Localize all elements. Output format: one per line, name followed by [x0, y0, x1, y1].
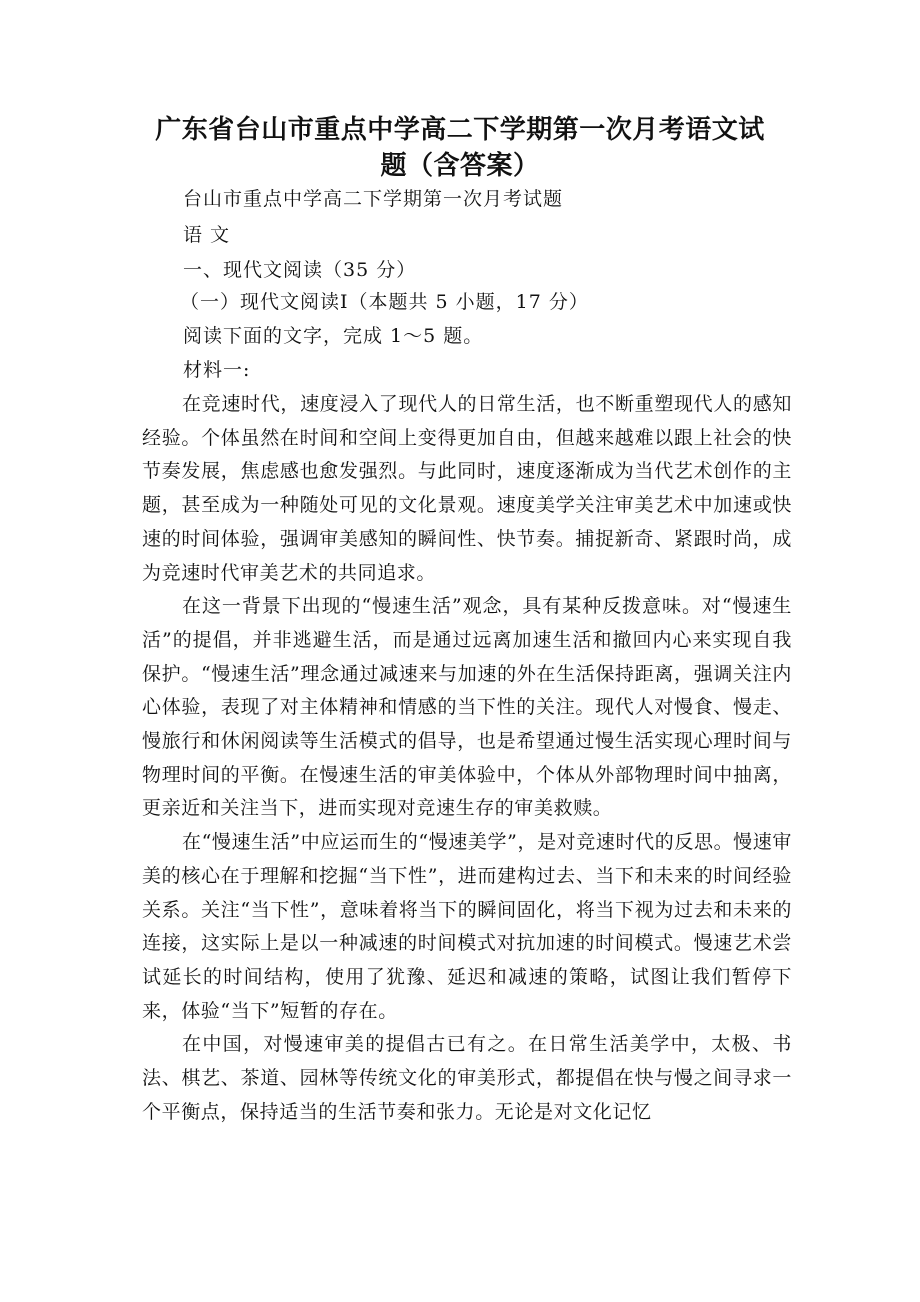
- reading-instruction: 阅读下面的文字，完成 1～5 题。: [183, 325, 484, 347]
- passage-paragraph: 在“慢速生活”中应运而生的“慢速美学”，是对竞速时代的反思。慢速审美的核心在于理解和挖掘“当下性”，进而建构过去、当下和未来的时间经验关系。关注“当下性”，意味着将当下的瞬间固化，将当下视为过去和未来的连接，这实际上是以一种减速的时间模式对抗加速的时间模式。慢速艺术尝试延长的时间结构，使用了犹豫、延迟和减速的策略，试图让我们暂停下来，体验“当下”短暂的存在。: [142, 831, 792, 1022]
- exam-name: 台山市重点中学高二下学期第一次月考试题: [183, 188, 564, 210]
- subsection-heading: （一）现代文阅读Ⅰ（本题共 5 小题，17 分）: [180, 291, 589, 313]
- passage-paragraph: 在中国，对慢速审美的提倡古已有之。在日常生活美学中，太极、书法、棋艺、茶道、园林等传统文化的审美形式，都提倡在快与慢之间寻求一个平衡点，保持适当的生活节奏和张力。无论是对文化记忆: [142, 1033, 792, 1123]
- title-line-1: 广东省台山市重点中学高二下学期第一次月考语文试: [155, 115, 765, 145]
- subject-label: 语 文: [183, 224, 231, 246]
- material-label: 材料一:: [183, 359, 251, 381]
- passage-paragraph: 在这一背景下出现的“慢速生活”观念，具有某种反拨意味。对“慢速生活”的提倡，并非逃避生活，而是通过远离加速生活和撤回内心来实现自我保护。“慢速生活”理念通过减速来与加速的外在生活保持距离，强调关注内心体验，表现了对主体精神和情感的当下性的关注。现代人对慢食、慢走、慢旅行和休闲阅读等生活模式的倡导，也是希望通过慢生活实现心理时间与物理时间的平衡。在慢速生活的审美体验中，个体从外部物理时间中抽离，更亲近和关注当下，进而实现对竞速生存的审美救赎。: [142, 595, 792, 820]
- section-heading: 一、现代文阅读（35 分）: [183, 259, 417, 281]
- document-title: [140, 112, 780, 184]
- title-line-2: 题（含答案）: [380, 151, 540, 181]
- passage-body: [142, 388, 792, 1129]
- passage-paragraph: 在竞速时代，速度浸入了现代人的日常生活，也不断重塑现代人的感知经验。个体虽然在时间和空间上变得更加自由，但越来越难以跟上社会的快节奏发展，焦虑感也愈发强烈。与此同时，速度逐渐成为当代艺术创作的主题，甚至成为一种随处可见的文化景观。速度美学关注审美艺术中加速或快速的时间体验，强调审美感知的瞬间性、快节奏。捕捉新奇、紧跟时尚，成为竞速时代审美艺术的共同追求。: [142, 393, 792, 584]
